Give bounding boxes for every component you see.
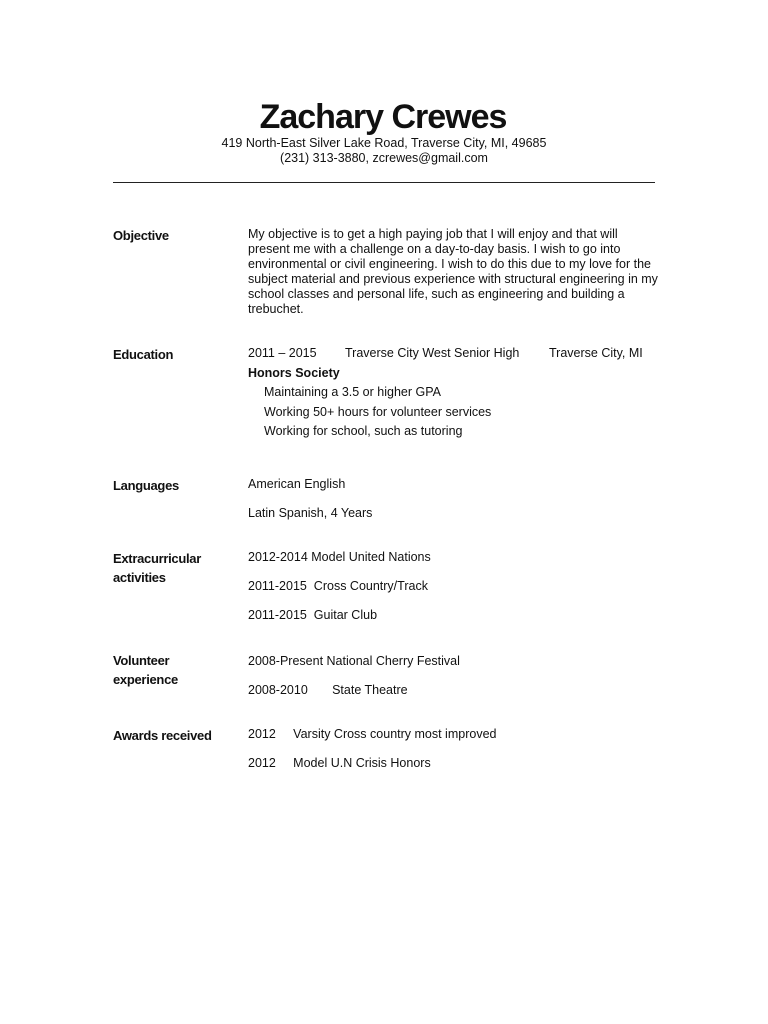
objective-label: Objective xyxy=(113,228,169,243)
extracurricular-item: 2011-2015 Cross Country/Track xyxy=(248,579,428,593)
education-label: Education xyxy=(113,347,174,362)
honors-title: Honors Society xyxy=(248,366,340,380)
education-location: Traverse City, MI xyxy=(549,346,643,360)
objective-text: My objective is to get a high paying job that I will enjoy and that will present me with a challenge on a day-to-day basis. I wish to go into environmental or civil engineering. I wish to do this due to my love for the subject material and previous experience with structural engineering in my school classes and personal life, such as engineering and building a trebuchet. xyxy=(248,227,658,316)
volunteer-item: 2008-Present National Cherry Festival xyxy=(248,654,460,668)
education-years: 2011 – 2015 xyxy=(248,346,317,360)
extracurricular-label-line2: activities xyxy=(113,570,166,585)
education-school: Traverse City West Senior High xyxy=(345,346,520,360)
volunteer-label-line2: experience xyxy=(113,672,178,687)
language-item: Latin Spanish, 4 Years xyxy=(248,506,373,520)
languages-label: Languages xyxy=(113,478,179,493)
honors-item: Working for school, such as tutoring xyxy=(264,424,463,438)
header-divider xyxy=(113,182,655,183)
volunteer-item: 2008-2010 State Theatre xyxy=(248,683,408,697)
award-item: 2012 Varsity Cross country most improved xyxy=(248,727,497,741)
contact-phone-email: (231) 313-3880, zcrewes@gmail.com xyxy=(280,151,488,165)
volunteer-label-line1: Volunteer xyxy=(113,653,170,668)
awards-label: Awards received xyxy=(113,728,212,743)
language-item: American English xyxy=(248,477,346,491)
honors-item: Maintaining a 3.5 or higher GPA xyxy=(264,385,441,399)
extracurricular-label-line1: Extracurricular xyxy=(113,551,201,566)
award-item: 2012 Model U.N Crisis Honors xyxy=(248,756,431,770)
extracurricular-item: 2012-2014 Model United Nations xyxy=(248,550,431,564)
contact-address: 419 North-East Silver Lake Road, Traverse City, MI, 49685 xyxy=(221,136,547,150)
applicant-name: Zachary Crewes xyxy=(259,98,507,136)
honors-item: Working 50+ hours for volunteer services xyxy=(264,405,492,419)
extracurricular-item: 2011-2015 Guitar Club xyxy=(248,608,378,622)
